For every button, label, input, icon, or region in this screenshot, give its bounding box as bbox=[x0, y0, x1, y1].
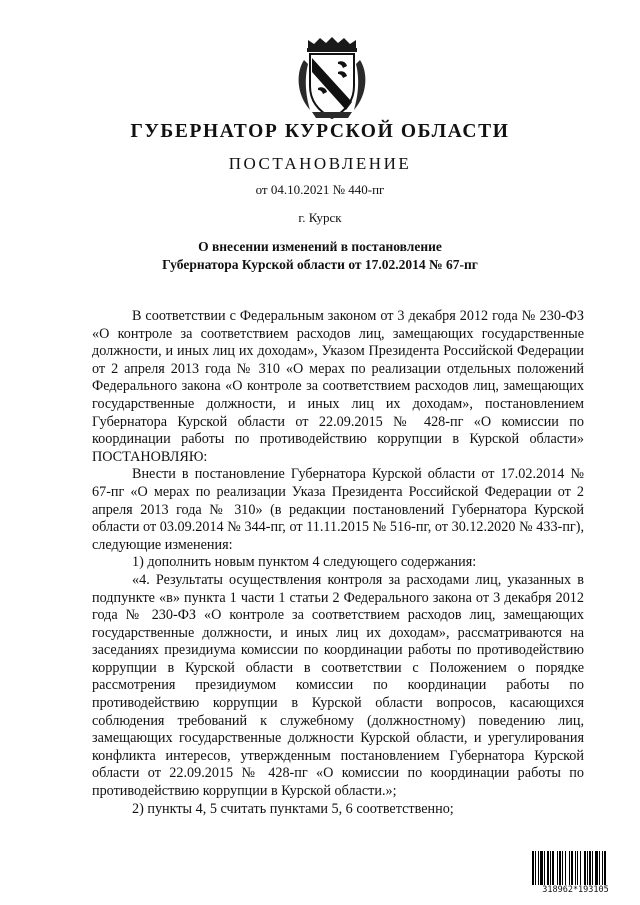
subject-line: О внесении изменений в постановление bbox=[198, 239, 442, 254]
decree-number: № 440-пг bbox=[332, 182, 385, 197]
decree-body bbox=[92, 308, 584, 818]
governor-title: ГУБЕРНАТОР КУРСКОЙ ОБЛАСТИ bbox=[130, 121, 510, 142]
city: г. Курск bbox=[298, 210, 342, 225]
barcode bbox=[531, 851, 620, 895]
decree-date: 04.10.2021 bbox=[270, 182, 330, 197]
subject-line: Губернатора Курской области от 17.02.2014 № 67-пг bbox=[162, 257, 478, 272]
decree-date-number bbox=[0, 182, 640, 198]
paragraph-amend-intro: Внести в постановление Губернатора Курской области от 17.02.2014 № 67-пг «О мерах по реализации Указа Президента Российской Федерации от 2 апреля 2013 года № 310» (в редакции постановлений Губернатора Курской области от 03.09.2014 № 344-пг, от 11.11.2015 № 516-пг, от 30.12.2020 № 433-пг), следующие изменения: bbox=[92, 466, 584, 553]
paragraph-preamble: В соответствии с Федеральным законом от 3 декабря 2012 года № 230-ФЗ «О контроле за соответствием расходов лиц, замещающих государственные должности, и иных лиц их доходам», Указом Президента Российской Федерации от 2 апреля 2013 года № 310 «О мерах по реализации отдельных положений Федерального закона «О контроле за соответствием расходов лиц, замещающих государственные должности, и иных лиц их доходам», постановлением Губернатора Курской области от 22.09.2015 № 428-пг «О комиссии по координации работы по противодействию коррупции в Курской области» ПОСТАНОВЛЯЮ: bbox=[92, 308, 584, 465]
kursk-coat-of-arms-icon bbox=[294, 36, 370, 120]
document-type: ПОСТАНОВЛЕНИЕ bbox=[228, 154, 412, 173]
date-prefix: от bbox=[255, 182, 268, 197]
paragraph-new-point-4: «4. Результаты осуществления контроля за расходами лиц, указанных в подпункте «в» пункта 1 части 1 статьи 2 Федерального закона от 3 декабря 2012 года № 230-ФЗ «О контроле за соответствием расходов лиц, замещающих государственные должности, и иных лиц их доходам», рассматриваются на заседаниях президиума комиссии по координации работы по противодействию коррупции в Курской области в соответствии с Положением о порядке рассмотрения президиумом комиссии по координации работы по противодействию коррупции в Курской области вопросов, касающихся соблюдения требований к служебному (должностному) поведению лиц, замещающих государственные должности Курской области, и урегулирования конфликта интересов, утвержденным постановлением Губернатора Курской области от 22.09.2015 № 428-пг «О комиссии по координации работы по противодействию коррупции в Курской области.»; bbox=[92, 571, 584, 800]
decree-subject bbox=[0, 238, 640, 274]
barcode-bars-icon bbox=[531, 851, 620, 887]
barcode-number: 318962*193105 bbox=[531, 885, 620, 895]
paragraph-item-1: 1) дополнить новым пунктом 4 следующего содержания: bbox=[132, 554, 477, 571]
paragraph-item-2: 2) пункты 4, 5 считать пунктами 5, 6 соответственно; bbox=[132, 800, 454, 817]
